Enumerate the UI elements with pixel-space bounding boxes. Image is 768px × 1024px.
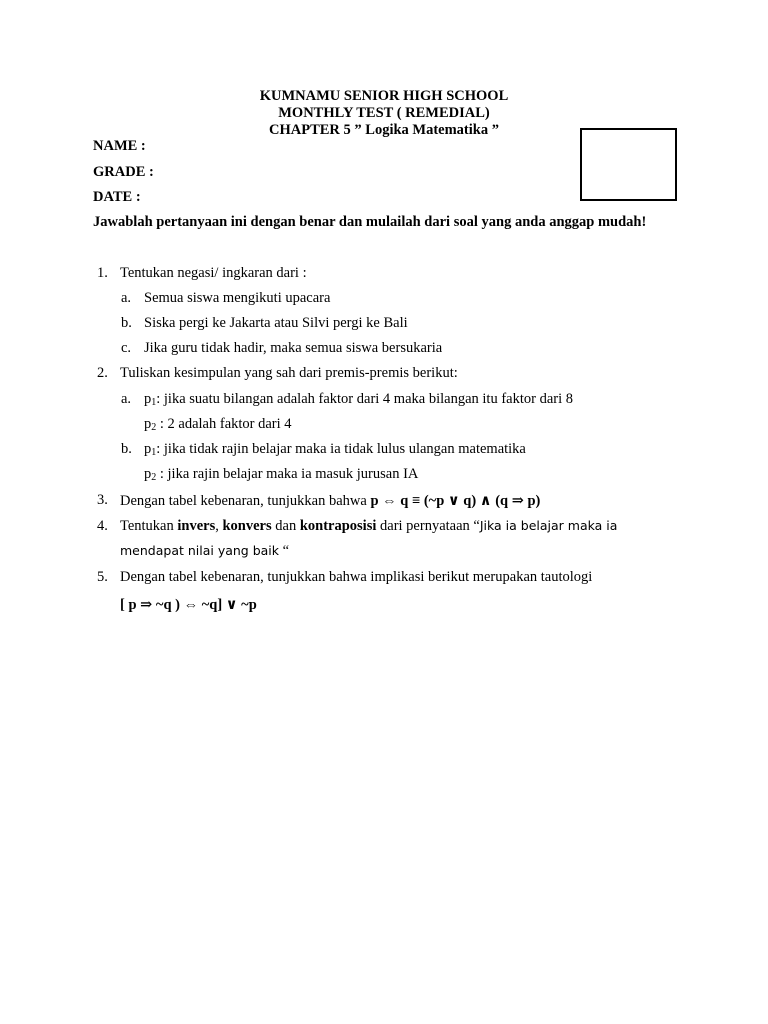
- question-2b-premise-2: $p_2$ : jika rajin belajar maka ia masuk jurusan IA: [144, 466, 419, 483]
- question-2-text: Tuliskan kesimpulan yang sah dari premis-premis berikut:: [120, 365, 458, 381]
- question-2-number: 2.: [97, 365, 108, 381]
- question-5-formula: [ p ⇒ ~q ) ⇔ ~q] ∨ ~p: [120, 597, 257, 613]
- question-2b-premise-1: $p_1$: jika tidak rajin belajar maka ia tidak lulus ulangan matematika: [144, 441, 526, 458]
- question-3-number: 3.: [97, 492, 108, 508]
- term-konvers: konvers: [222, 518, 272, 534]
- question-3-formula: p ⇔ q ≡ (~p ∨ q) ∧ (q ⇒ p): [370, 493, 541, 509]
- instruction-text: Jawablah pertanyaan ini dengan benar dan mulailah dari soal yang anda anggap mudah!: [93, 214, 647, 230]
- question-1-number: 1.: [97, 265, 108, 281]
- question-4-quote-end: mendapat nilai yang baik: [120, 543, 280, 558]
- question-3-text: Dengan tabel kebenaran, tunjukkan bahwa p ⇔ q ≡ (~p ∨ q) ∧ (q ⇒ p): [120, 493, 541, 509]
- question-2b-label: b.: [121, 441, 132, 457]
- chapter-title: CHAPTER 5 ” Logika Matematika ”: [269, 122, 499, 138]
- question-2a-label: a.: [121, 391, 132, 407]
- term-kontraposisi: kontraposisi: [299, 518, 377, 534]
- question-1a-text: Semua siswa mengikuti upacara: [144, 290, 331, 306]
- school-name: KUMNAMU SENIOR HIGH SCHOOL: [259, 88, 509, 104]
- premise-p: p: [144, 391, 152, 407]
- question-4-text-continued: mendapat nilai yang baik “: [120, 543, 290, 559]
- question-1a-label: a.: [121, 290, 132, 306]
- question-4-text: Tentukan invers, konvers dan kontraposisi dari pernyataan “Jika ia belajar maka ia: [120, 518, 618, 534]
- term-invers: invers: [177, 518, 216, 534]
- test-title: MONTHLY TEST ( REMEDIAL): [278, 105, 490, 121]
- question-1c-text: Jika guru tidak hadir, maka semua siswa bersukaria: [144, 340, 443, 356]
- grade-field-label: GRADE :: [93, 164, 154, 180]
- question-1c-label: c.: [121, 340, 132, 356]
- question-5-number: 5.: [97, 569, 108, 585]
- question-2a-premise-2: $p_2$ : 2 adalah faktor dari 4: [144, 416, 292, 433]
- photo-box: [580, 128, 677, 201]
- question-2a-premise-1: $p_1$: jika suatu bilangan adalah faktor dari 4 maka bilangan itu faktor dari 8: [144, 391, 573, 408]
- date-field-label: DATE :: [93, 189, 141, 205]
- name-field-label: NAME :: [93, 138, 146, 154]
- question-1-text: Tentukan negasi/ ingkaran dari :: [120, 265, 307, 281]
- question-1b-label: b.: [121, 315, 132, 331]
- question-4-number: 4.: [97, 518, 108, 534]
- question-1b-text: Siska pergi ke Jakarta atau Silvi pergi ke Bali: [144, 315, 408, 331]
- question-4-quote-start: Jika ia belajar maka ia: [479, 518, 618, 533]
- question-5-text: Dengan tabel kebenaran, tunjukkan bahwa implikasi berikut merupakan tautologi: [120, 569, 593, 585]
